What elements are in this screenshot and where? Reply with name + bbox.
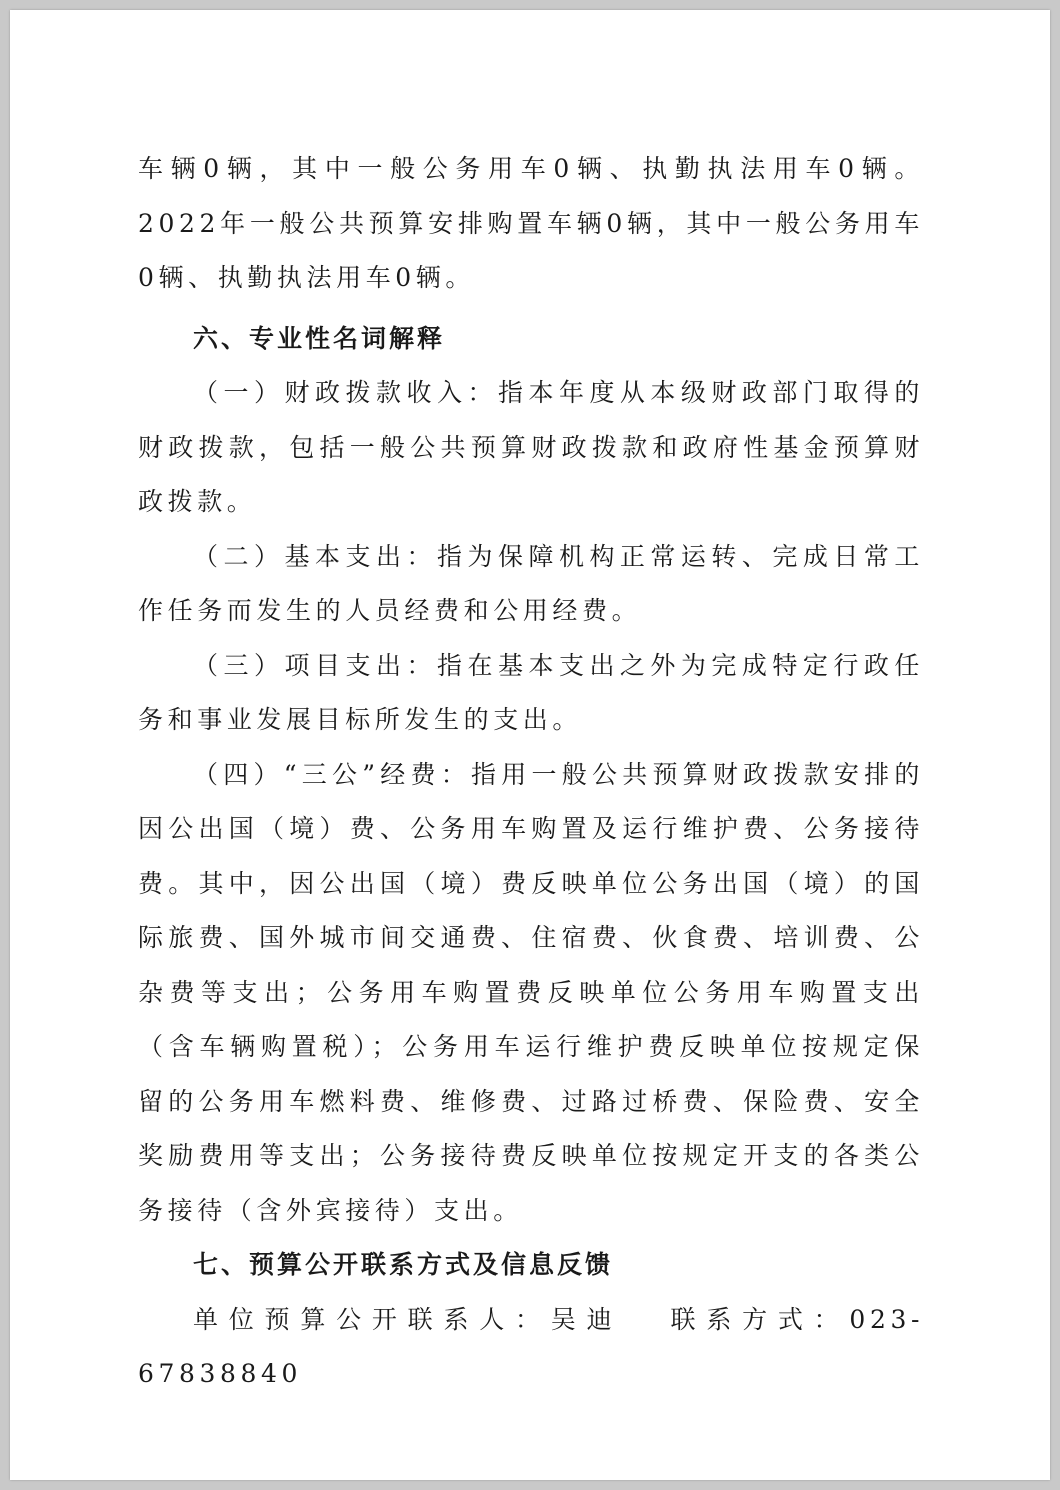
definition-item-3: （三）项目支出：指在基本支出之外为完成特定行政任务和事业发展目标所发生的支出。 <box>138 650 924 734</box>
document-page <box>10 10 1050 1480</box>
definition-item-1: （一）财政拨款收入：指本年度从本级财政部门取得的财政拨款，包括一般公共预算财政拨款和政府性基金预算财政拨款。 <box>138 378 924 516</box>
section-6-heading: 六、专业性名词解释 <box>193 323 446 353</box>
contact-line <box>138 1293 924 1402</box>
intro-paragraph: 车辆0辆，其中一般公务用车0辆、执勤执法用车0辆。2022年一般公共预算安排购置车辆0辆，其中一般公务用车0辆、执勤执法用车0辆。 <box>138 154 924 292</box>
document-body <box>138 142 924 1402</box>
section-7-heading: 七、预算公开联系方式及信息反馈 <box>193 1250 614 1279</box>
definition-item-4: （四）“三公”经费：指用一般公共预算财政拨款安排的因公出国（境）费、公务用车购置及运行维护费、公务接待费。其中，因公出国（境）费反映单位公务出国（境）的国际旅费、国外城市间交通费、住宿费、伙食费、培训费、公杂费等支出；公务用车购置费反映单位公务用车购置支出（含车辆购置税）；公务用车运行维护费反映单位按规定保留的公务用车燃料费、维修费、过路过桥费、保险费、安全奖励费用等支出；公务接待费反映单位按规定开支的各类公务接待（含外宾接待）支出。 <box>138 759 924 1225</box>
definition-item-2: （二）基本支出：指为保障机构正常运转、完成日常工作任务而发生的人员经费和公用经费。 <box>138 541 924 625</box>
contact-person: 单位预算公开联系人：吴迪 <box>193 1304 623 1334</box>
contact-method: 联系方式：023-67838840 <box>138 1304 924 1388</box>
